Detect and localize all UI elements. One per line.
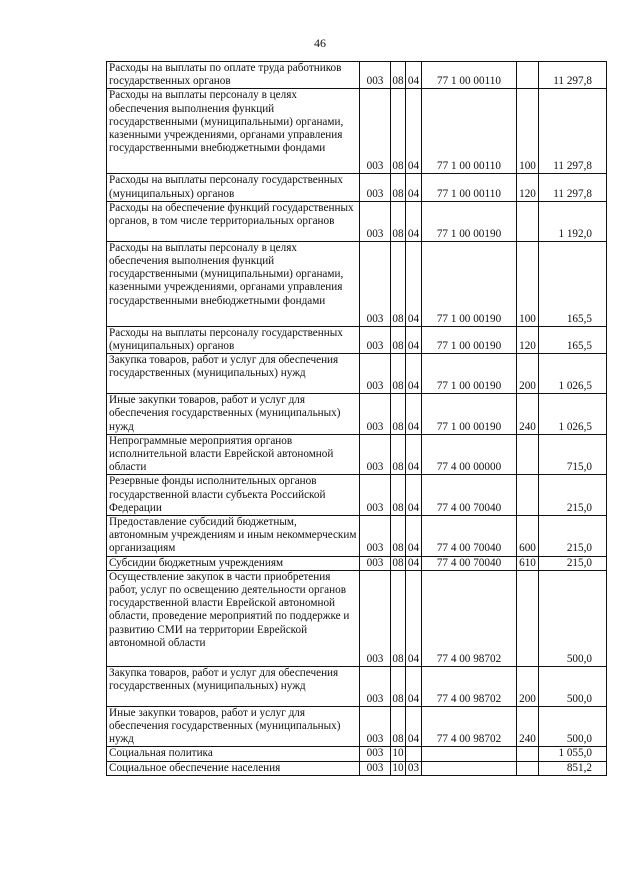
row-expense-type xyxy=(517,475,539,516)
row-subsection-code xyxy=(406,747,422,761)
row-expense-type xyxy=(517,434,539,475)
row-expense-type: 120 xyxy=(517,326,539,353)
row-admin-code: 003 xyxy=(360,434,391,475)
row-expense-type: 600 xyxy=(517,516,539,557)
row-admin-code: 003 xyxy=(360,394,391,435)
row-expense-type xyxy=(517,747,539,761)
row-target-code: 77 1 00 00190 xyxy=(422,241,517,326)
row-target-code: 77 4 00 98702 xyxy=(422,706,517,747)
row-subsection-code: 04 xyxy=(406,326,422,353)
row-name: Расходы на выплаты персоналу в целях обеспечения выполнения функций государственными (муниципальными) органами, казенными учреждениями, органами управления государственными внебюджетными фондами xyxy=(107,89,360,174)
row-amount: 165,5 xyxy=(539,326,607,353)
row-amount: 851,2 xyxy=(539,761,607,775)
row-subsection-code: 04 xyxy=(406,241,422,326)
row-admin-code: 003 xyxy=(360,62,391,89)
row-name: Иные закупки товаров, работ и услуг для обеспечения государственных (муниципальных) нужд xyxy=(107,394,360,435)
row-expense-type: 100 xyxy=(517,89,539,174)
row-subsection-code: 04 xyxy=(406,570,422,666)
row-section-code: 08 xyxy=(391,201,406,241)
table-row xyxy=(107,706,607,747)
row-target-code: 77 1 00 00110 xyxy=(422,174,517,201)
row-name: Иные закупки товаров, работ и услуг для обеспечения государственных (муниципальных) нужд xyxy=(107,706,360,747)
table-row xyxy=(107,201,607,241)
row-name: Закупка товаров, работ и услуг для обеспечения государственных (муниципальных) нужд xyxy=(107,666,360,706)
row-amount: 1 055,0 xyxy=(539,747,607,761)
row-expense-type: 100 xyxy=(517,241,539,326)
row-expense-type: 120 xyxy=(517,174,539,201)
row-amount: 11 297,8 xyxy=(539,89,607,174)
row-target-code xyxy=(422,747,517,761)
table-row xyxy=(107,434,607,475)
table-row xyxy=(107,570,607,666)
row-subsection-code: 03 xyxy=(406,761,422,775)
row-amount: 1 026,5 xyxy=(539,394,607,435)
row-expense-type: 200 xyxy=(517,666,539,706)
row-name: Социальная политика xyxy=(107,747,360,761)
table-row xyxy=(107,475,607,516)
row-target-code: 77 4 00 98702 xyxy=(422,666,517,706)
row-target-code: 77 4 00 70040 xyxy=(422,556,517,570)
table-row xyxy=(107,89,607,174)
row-admin-code: 003 xyxy=(360,516,391,557)
row-amount: 1 026,5 xyxy=(539,354,607,394)
row-subsection-code: 04 xyxy=(406,89,422,174)
table-row xyxy=(107,556,607,570)
row-target-code: 77 1 00 00190 xyxy=(422,394,517,435)
row-target-code: 77 1 00 00190 xyxy=(422,201,517,241)
row-section-code: 08 xyxy=(391,666,406,706)
row-target-code: 77 4 00 00000 xyxy=(422,434,517,475)
row-subsection-code: 04 xyxy=(406,666,422,706)
budget-table xyxy=(106,61,607,776)
row-name: Расходы на обеспечение функций государственных органов, в том числе территориальных органов xyxy=(107,201,360,241)
row-amount: 1 192,0 xyxy=(539,201,607,241)
row-section-code: 08 xyxy=(391,326,406,353)
row-section-code: 08 xyxy=(391,62,406,89)
row-subsection-code: 04 xyxy=(406,201,422,241)
row-expense-type: 240 xyxy=(517,706,539,747)
row-target-code: 77 4 00 98702 xyxy=(422,570,517,666)
row-name: Расходы на выплаты персоналу государственных (муниципальных) органов xyxy=(107,174,360,201)
row-section-code: 08 xyxy=(391,706,406,747)
row-subsection-code: 04 xyxy=(406,556,422,570)
row-amount: 215,0 xyxy=(539,516,607,557)
row-target-code: 77 1 00 00110 xyxy=(422,89,517,174)
row-name: Расходы на выплаты персоналу в целях обеспечения выполнения функций государственными (муниципальными) органами, казенными учреждениями, органами управления государственными внебюджетными фондами xyxy=(107,241,360,326)
row-name: Резервные фонды исполнительных органов государственной власти субъекта Российской Федерации xyxy=(107,475,360,516)
row-target-code: 77 4 00 70040 xyxy=(422,475,517,516)
row-amount: 500,0 xyxy=(539,666,607,706)
row-admin-code: 003 xyxy=(360,241,391,326)
row-subsection-code: 04 xyxy=(406,706,422,747)
table-row xyxy=(107,747,607,761)
table-row xyxy=(107,666,607,706)
row-admin-code: 003 xyxy=(360,556,391,570)
row-section-code: 08 xyxy=(391,570,406,666)
row-admin-code: 003 xyxy=(360,201,391,241)
row-section-code: 08 xyxy=(392,556,404,569)
row-amount: 500,0 xyxy=(539,570,607,666)
row-target-code: 77 1 00 00190 xyxy=(422,326,517,353)
row-amount: 165,5 xyxy=(539,241,607,326)
row-expense-type xyxy=(517,62,539,89)
row-section-code: 10 xyxy=(392,761,404,774)
row-amount: 11 297,8 xyxy=(539,174,607,201)
row-subsection-code: 04 xyxy=(406,434,422,475)
row-name: Предоставление субсидий бюджетным, автономным учреждениям и иным некоммерческим организациям xyxy=(107,516,360,557)
row-admin-code: 003 xyxy=(360,666,391,706)
row-name: Осуществление закупок в части приобретения работ, услуг по освещению деятельности органов государственной власти Еврейской автономной области, проведение мероприятий по поддержке и развитию СМИ на территории Еврейской автономной области xyxy=(107,570,360,666)
row-subsection-code: 04 xyxy=(406,354,422,394)
row-target-code: 77 1 00 00110 xyxy=(422,62,517,89)
row-admin-code: 003 xyxy=(360,354,391,394)
row-amount: 215,0 xyxy=(539,475,607,516)
row-target-code xyxy=(422,761,517,775)
table-row xyxy=(107,354,607,394)
row-amount: 215,0 xyxy=(539,556,607,570)
row-name: Расходы на выплаты персоналу государственных (муниципальных) органов xyxy=(107,326,360,353)
row-admin-code: 003 xyxy=(360,570,391,666)
table-row xyxy=(107,326,607,353)
row-section-code: 08 xyxy=(391,354,406,394)
row-section-code: 08 xyxy=(391,434,406,475)
row-expense-type: 240 xyxy=(517,394,539,435)
row-admin-code: 003 xyxy=(360,326,391,353)
row-name: Субсидии бюджетным учреждениям xyxy=(107,556,360,570)
row-amount: 500,0 xyxy=(539,706,607,747)
row-name: Непрограммные мероприятия органов исполнительной власти Еврейской автономной области xyxy=(107,434,360,475)
row-subsection-code: 04 xyxy=(406,394,422,435)
row-admin-code: 003 xyxy=(360,761,391,775)
row-expense-type: 610 xyxy=(517,556,539,570)
row-section-code: 10 xyxy=(392,747,404,760)
row-expense-type: 200 xyxy=(517,354,539,394)
row-name: Расходы на выплаты по оплате труда работников государственных органов xyxy=(107,62,360,89)
table-row xyxy=(107,241,607,326)
row-section-code: 08 xyxy=(391,516,406,557)
row-expense-type xyxy=(517,570,539,666)
table-row xyxy=(107,394,607,435)
row-section-code: 08 xyxy=(391,394,406,435)
row-name: Закупка товаров, работ и услуг для обеспечения государственных (муниципальных) нужд xyxy=(107,354,360,394)
row-target-code: 77 4 00 70040 xyxy=(422,516,517,557)
row-section-code: 08 xyxy=(391,89,406,174)
row-name: Социальное обеспечение населения xyxy=(107,761,360,775)
row-admin-code: 003 xyxy=(360,475,391,516)
table-row xyxy=(107,174,607,201)
row-subsection-code: 04 xyxy=(406,174,422,201)
row-amount: 715,0 xyxy=(539,434,607,475)
row-section-code: 08 xyxy=(391,241,406,326)
table-row xyxy=(107,761,607,775)
row-admin-code: 003 xyxy=(360,706,391,747)
row-expense-type xyxy=(517,201,539,241)
row-section-code: 08 xyxy=(391,475,406,516)
row-admin-code: 003 xyxy=(360,174,391,201)
row-subsection-code: 04 xyxy=(406,516,422,557)
row-expense-type xyxy=(517,761,539,775)
row-subsection-code: 04 xyxy=(406,62,422,89)
table-row xyxy=(107,516,607,557)
row-subsection-code: 04 xyxy=(406,475,422,516)
row-target-code: 77 1 00 00190 xyxy=(422,354,517,394)
page-number: 46 xyxy=(314,36,326,50)
row-section-code: 08 xyxy=(391,174,406,201)
row-admin-code: 003 xyxy=(360,89,391,174)
row-amount: 11 297,8 xyxy=(539,62,607,89)
table-row xyxy=(107,62,607,89)
row-admin-code: 003 xyxy=(360,747,391,761)
